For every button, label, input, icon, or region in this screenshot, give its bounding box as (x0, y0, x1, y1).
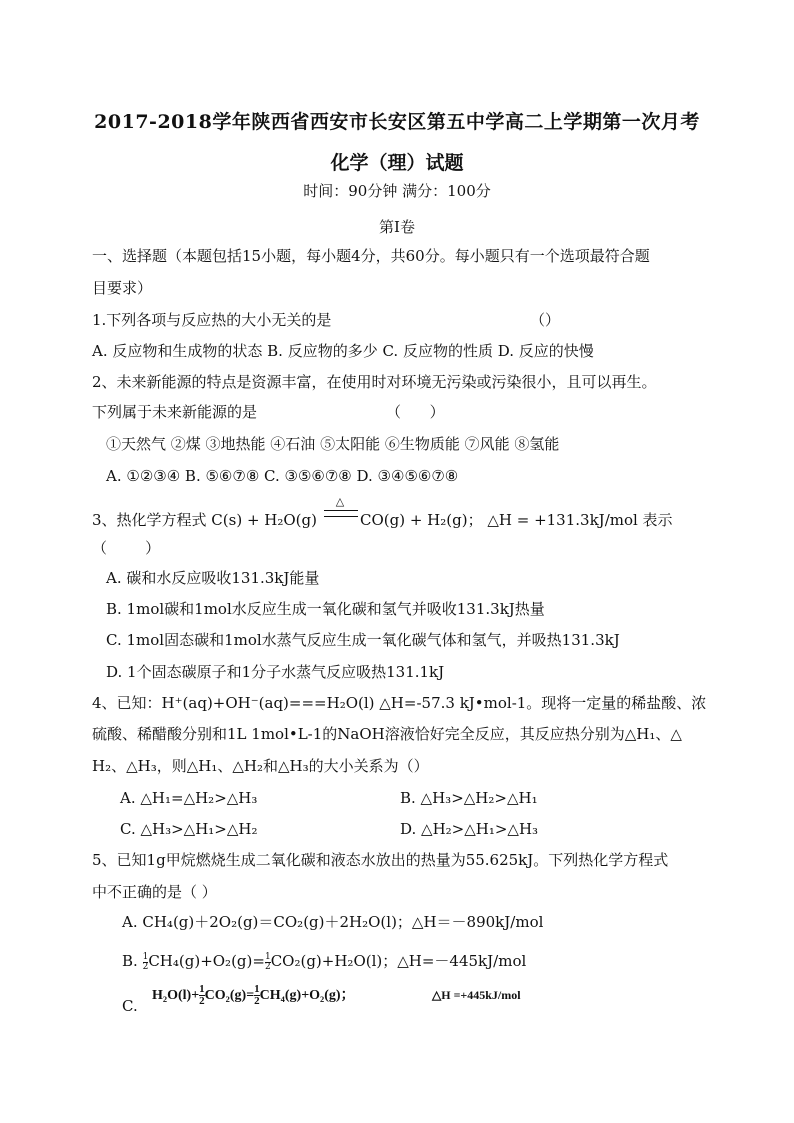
fraction-numerator: 1 (142, 951, 149, 962)
q5-option-a: A. CH₄(g)＋2O₂(g)＝CO₂(g)＋2H₂O(l)；△H＝－890kJ/mol (122, 913, 544, 931)
q5-option-c-part-3: CH₄(g)+O₂(g)； (259, 988, 355, 1003)
fraction-denominator: 2 (254, 995, 260, 1008)
heat-triangle-symbol: △ (335, 495, 345, 508)
q5-line-2: 中不正确的是（ ） (92, 883, 217, 901)
q3-answer-paren: （ ） (92, 539, 161, 557)
q4-line-3: H₂、△H₃，则△H₁、△H₂和△H₃的大小关系为（） (92, 757, 429, 775)
q3-option-b: B. 1mol碳和1mol水反应生成一氧化碳和氢气并吸收131.3kJ热量 (106, 600, 545, 618)
q3-stem-b: CO(g) + H₂(g)； △H = +131.3kJ/mol 表示 (360, 511, 673, 529)
q5-option-c-part-2: CO₂(g)= (204, 988, 255, 1003)
exam-title: 2017-2018学年陕西省西安市长安区第五中学高二上学期第一次月考 (94, 111, 700, 133)
q4-option-c: C. △H₃>△H₁>△H₂ (120, 820, 258, 838)
q5-option-b-label: B. (122, 952, 138, 970)
q2-stem-2: 下列属于未来新能源的是 (92, 403, 258, 421)
q4-line-2: 硫酸、稀醋酸分别和1L 1mol•L-1的NaOH溶液恰好完全反应，其反应热分别为△H₁、△ (92, 725, 682, 743)
q2-items: ①天然气 ②煤 ③地热能 ④石油 ⑤太阳能 ⑥生物质能 ⑦风能 ⑧氢能 (106, 435, 560, 453)
equals-arrow (324, 510, 358, 517)
q1-options: A. 反应物和生成物的状态 B. 反应物的多少 C. 反应物的性质 D. 反应的快慢 (92, 342, 594, 360)
q4-option-b: B. △H₃>△H₂>△H₁ (400, 789, 538, 807)
intro-line-1: 一、选择题（本题包括15小题，每小题4分，共60分。每小题只有一个选项最符合题 (92, 247, 650, 265)
fraction-numerator: 1 (199, 983, 205, 996)
q5-option-b-part-1: CH₄(g)+O₂(g)= (148, 952, 265, 970)
fraction-denominator: 2 (199, 995, 205, 1008)
q1-answer-paren: （） (530, 311, 561, 329)
q5-line-1: 5、已知1g甲烷燃烧生成二氧化碳和液态水放出的热量为55.625kJ。下列热化学方程式 (92, 851, 669, 869)
q3-option-c: C. 1mol固态碳和1mol水蒸气反应生成一氧化碳气体和氢气，并吸热131.3kJ (106, 631, 620, 649)
q5-option-c-part-1: H₂O(l)+ (152, 988, 200, 1003)
q4-option-a: A. △H₁=△H₂>△H₃ (120, 789, 258, 807)
q5-option-b-part-2: CO₂(g)+H₂O(l)；△H=－445kJ/mol (270, 952, 527, 970)
q3-option-a: A. 碳和水反应吸收131.3kJ能量 (106, 569, 320, 587)
q5-option-c-label: C. (122, 997, 138, 1015)
q3-stem-a: 3、热化学方程式 C(s) + H₂O(g) (92, 511, 317, 529)
q3-option-d: D. 1个固态碳原子和1分子水蒸气反应吸热131.1kJ (106, 663, 445, 681)
q5-option-c-enthalpy: △H =+445kJ/mol (432, 988, 521, 1002)
q2-stem-1: 2、未来新能源的特点是资源丰富，在使用时对环境无污染或污染很小，且可以再生。 (92, 373, 657, 391)
fraction-numerator: 1 (254, 983, 260, 996)
exam-subtitle: 化学（理）试题 (330, 152, 464, 174)
q2-answer-paren: （ ） (386, 403, 445, 421)
q2-options: A. ①②③④ B. ⑤⑥⑦⑧ C. ③⑤⑥⑦⑧ D. ③④⑤⑥⑦⑧ (106, 467, 459, 485)
fraction-denominator: 2 (142, 961, 149, 972)
q5-option-c-formula (152, 984, 355, 1007)
section-label: 第I卷 (379, 218, 415, 236)
fraction-denominator: 2 (264, 961, 271, 972)
exam-meta: 时间：90分钟 满分：100分 (303, 182, 491, 200)
intro-line-2: 目要求） (92, 279, 153, 297)
q4-option-d: D. △H₂>△H₁>△H₃ (400, 820, 539, 838)
q4-line-1: 4、已知：H⁺(aq)+OH⁻(aq)===H₂O(l) △H=-57.3 kJ•mol-1。现将一定量的稀盐酸、浓 (92, 694, 707, 712)
q1-stem: 1.下列各项与反应热的大小无关的是 (92, 311, 332, 329)
q5-option-b (122, 951, 526, 972)
fraction-numerator: 1 (264, 951, 271, 962)
